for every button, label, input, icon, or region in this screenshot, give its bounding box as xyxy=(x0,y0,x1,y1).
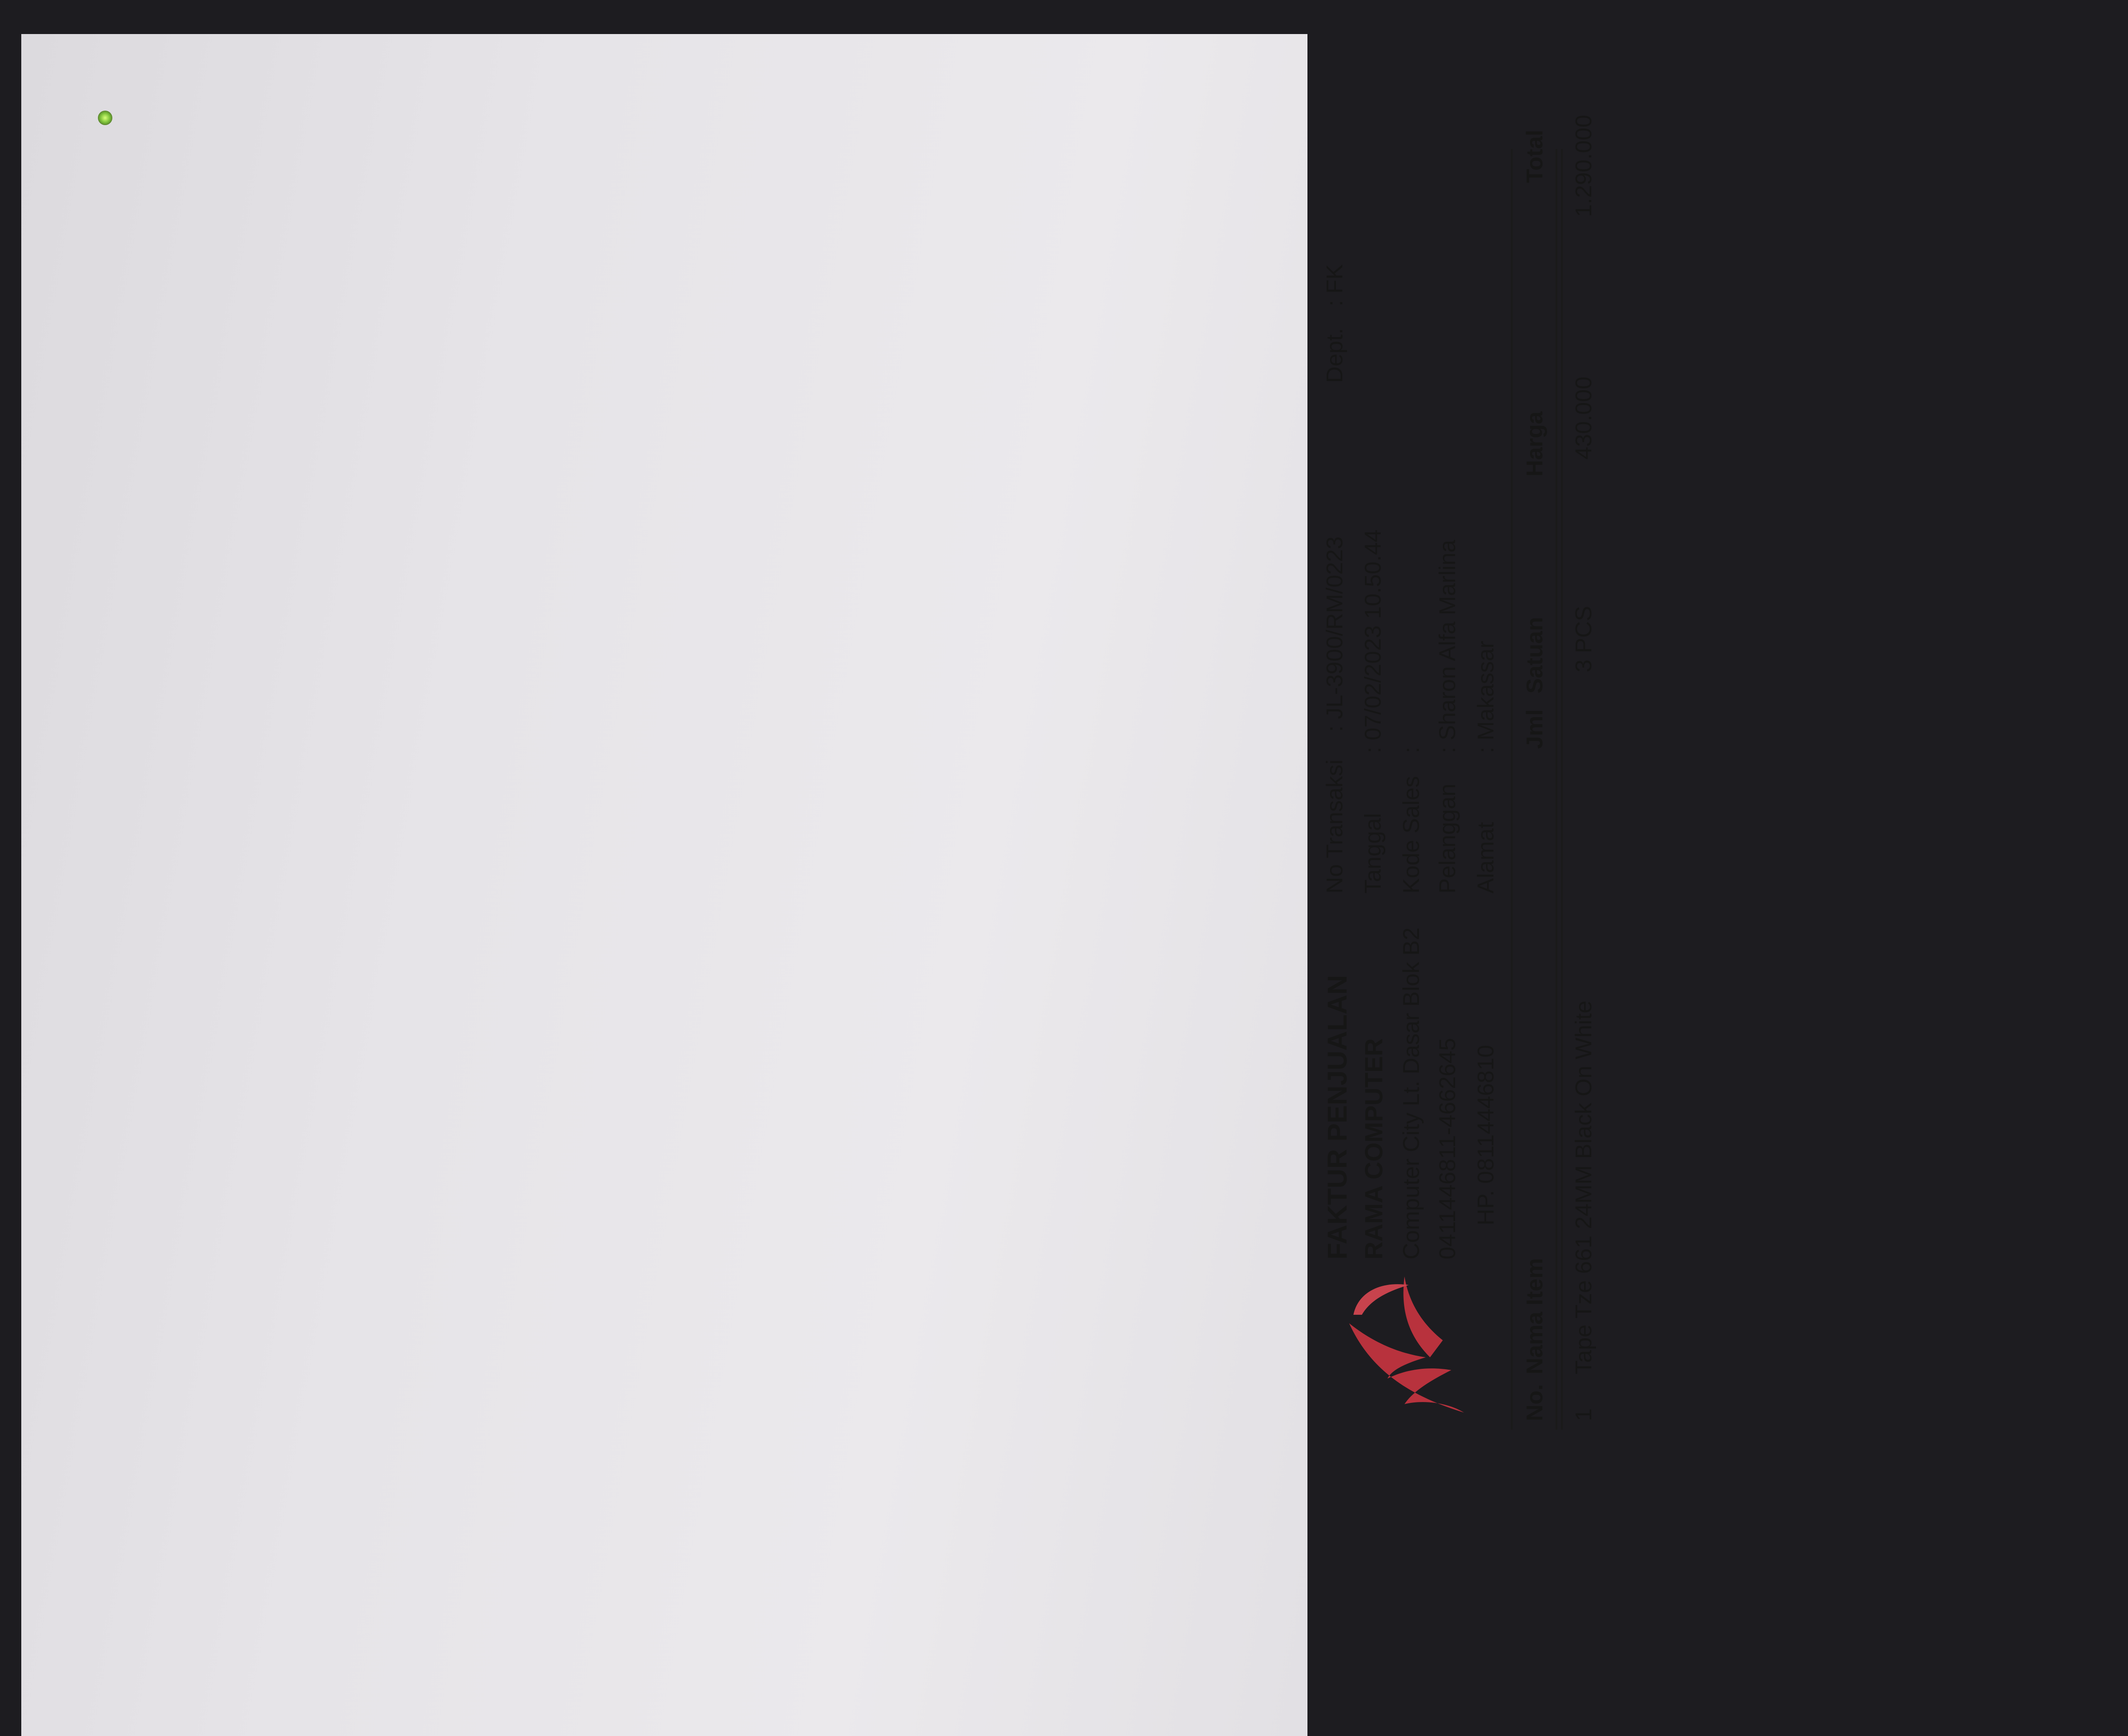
dept-label: Dept. xyxy=(1322,328,1347,383)
company-hp: HP. 08114446810 xyxy=(1473,1045,1499,1225)
kode-sales-label: Kode Sales xyxy=(1399,776,1424,894)
row-harga: 430.000 xyxy=(1571,376,1596,460)
alamat-value: : Makassar xyxy=(1473,640,1499,753)
pelanggan-label: Pelanggan xyxy=(1435,783,1460,894)
no-transaksi-value: : JL-3900/RM/0223 xyxy=(1322,536,1347,732)
alamat-label: Alamat xyxy=(1473,822,1499,894)
tanggal-label: Tanggal xyxy=(1360,813,1386,894)
col-jml-header: Jml xyxy=(1522,709,1547,749)
col-no-header: No. xyxy=(1522,1384,1547,1421)
col-nama-header: Nama Item xyxy=(1522,1258,1547,1374)
row-qty: 3 PCS xyxy=(1571,605,1596,672)
paper-sheet xyxy=(21,34,1596,1736)
table-header-rule-2 xyxy=(1561,149,1563,1430)
dept-value: : FK xyxy=(1322,264,1347,306)
col-harga-header: Harga xyxy=(1522,411,1547,477)
invoice-title: FAKTUR PENJUALAN xyxy=(1322,975,1353,1259)
pelanggan-value: : Sharon Alfa Marlina xyxy=(1435,540,1460,753)
company-address: Computer City Lt. Dasar Blok B2 xyxy=(1399,927,1424,1259)
table-header-rule-1 xyxy=(1556,149,1557,1430)
kode-sales-value: : xyxy=(1399,746,1424,753)
company-phone: 0411446811-4662645 xyxy=(1435,1038,1460,1259)
camera-light xyxy=(98,111,112,125)
row-nama: Tape Tze 661 24MM Black On White xyxy=(1571,1000,1596,1374)
no-transaksi-label: No Transaksi xyxy=(1322,759,1347,894)
col-satuan-header: Satuan xyxy=(1522,617,1547,694)
invoice xyxy=(1290,68,2128,1600)
tanggal-value: : 07/02/2023 10.50.44 xyxy=(1360,529,1386,753)
company-logo-icon xyxy=(1324,1259,1473,1421)
col-total-header: Total xyxy=(1522,130,1547,183)
company-name: RAMA COMPUTER xyxy=(1360,1038,1388,1259)
row-total: 1.290.000 xyxy=(1571,114,1596,217)
row-no: 1 xyxy=(1571,1408,1596,1421)
table-top-rule xyxy=(1511,149,1513,1430)
